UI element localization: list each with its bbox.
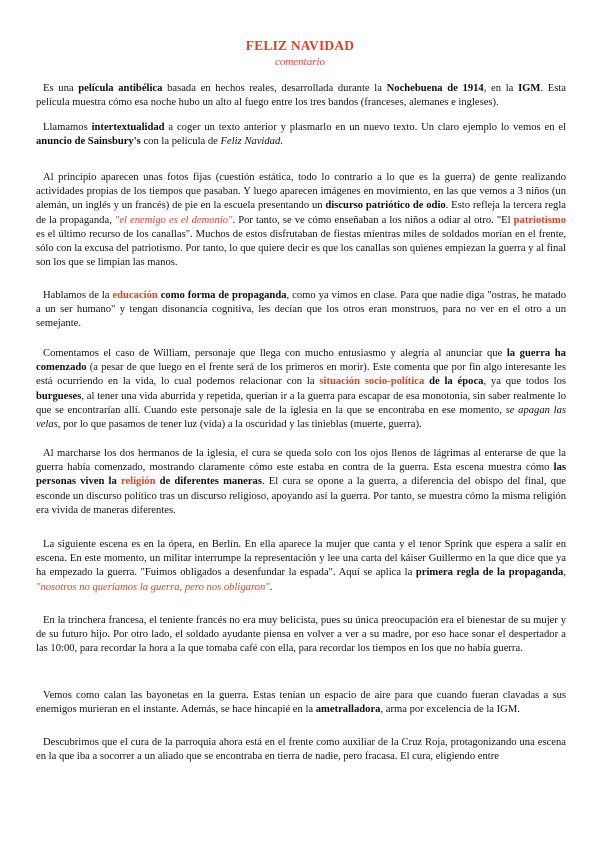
paragraph-3: Al principio aparecen unas fotos fijas (cuestión estática, todo lo contrario a lo que es la guerra) de gente realizando actividades propias de los tiempos que pasaban. Y luego aparecen imágenes en movimiento, en las que vemos a 3 niños (un alemán, un inglés y un francés) de pie en la escuela presentando un discurso patriótico de odio. Esto refleja la tercera regla de la propaganda, "el enemigo es el demonio". Por tanto, se ve cómo enseñaban a los niños a odiar al otro. "El patriotismo es el último recurso de los canallas". Muchos de estos disfrutaban de fiestas mientras miles de soldados morían en el frente, sólo con la excusa del patriotismo. Por tanto, lo que quiere decir es que los canallas son quienes empiezan la guerra y al final son los que se limpian las manos.	[36, 172, 567, 269]
paragraph-9: Vemos como calan las bayonetas en la guerra. Estas tenían un espacio de aire para que cuando fueran clavadas a sus enemigos murieran en el instante. Además, se hace hincapié en la ametralladora, arma por excelencia de la IGM.	[36, 690, 566, 716]
paragraph-4: Hablamos de la educación como forma de propaganda, como ya vimos en clase. Para que nadie diga "ostras, he matado a un ser humano" y tengan disonancia cognitiva, les decían que los otros eran monstruos, para no ver en el otro a un semejante.	[36, 290, 566, 330]
paragraph-1: Es una película antibélica basada en hechos reales, desarrollada durante la Nochebuena de 1914, en la IGM. Esta película muestra cómo esa noche hubo un alto al fuego entre los tres bandos (franceses, alemanes e ingleses).	[36, 83, 567, 109]
paragraph-2: Llamamos intertextualidad a coger un texto anterior y plasmarlo en un nuevo texto. Un claro ejemplo lo vemos en el anuncio de Sainsbury's con la película de Feliz Navidad.	[36, 122, 566, 148]
paragraph-7: La siguiente escena es en la ópera, en Berlín. En ella aparece la mujer que canta y el tenor Sprink que espera a salir en escena. En este momento, un militar interrumpe la representación y lee una carta del káiser Guillermo en la que dice que ya ha empezado la guerra. "Fuimos obligados a desenfundar la espada". Aquí se aplica la primera regla de la propaganda, "nosotros no queríamos la guerra, pero nos obligaron".	[36, 539, 566, 593]
paragraph-5: Comentamos el caso de William, personaje que llega con mucho entusiasmo y alegría al anunciar que la guerra ha comenzado (a pesar de que luego en el frente será de los primeros en morir). Este comenta que por fin algo interesante les está ocurriendo en la vida, lo cual podemos relacionar con la situación socio-política de la época, ya que todos los burgueses, al tener una vida aburrida y repetida, querían ir a la guerra para escapar de esa monotonía, sin saber realmente lo que se encontrarían allí. Cuando este personaje sale de la iglesia en la que se encontraba en ese momento, se apagan las velas, por lo que pasamos de tener luz (vida) a la oscuridad y las tinieblas (muerte, guerra).	[36, 348, 567, 431]
document-subtitle: comentario	[274, 56, 326, 68]
paragraph-8: En la trinchera francesa, el teniente francés no era muy belicista, pues su única preocupación era el bienestar de su mujer y de su futuro hijo. Por otro lado, el soldado ayudante piensa en volver a ver a su madre, por eso hace sonar el despertador a las 10:00, para recordar la hora a la que tomaba café con ella, para recordar los tiempos en los que no había guerra.	[36, 615, 566, 655]
paragraph-10: Descubrimos que el cura de la parroquia ahora está en el frente como auxiliar de la Cruz Roja, protagonizando una escena en la que iba a socorrer a un aliado que se encontraba en tierra de nadie, pero fracasa. El cura, eligiendo entre	[36, 737, 566, 763]
document-title: FELIZ NAVIDAD	[245, 38, 355, 53]
paragraph-6: Al marcharse los dos hermanos de la iglesia, el cura se queda solo con los ojos llenos de lágrimas al enterarse de que la guerra había comenzado, mostrando claramente cómo este estaba en contra de la guerra. Esta escena muestra cómo las personas viven la religión de diferentes maneras. El cura se opone a la guerra, a diferencia del obispo del final, que esconde un discurso político tras un discurso religioso, apoyando así la guerra. Por tanto, se muestra cómo la misma religión era vivida de maneras diferentes.	[36, 448, 566, 516]
